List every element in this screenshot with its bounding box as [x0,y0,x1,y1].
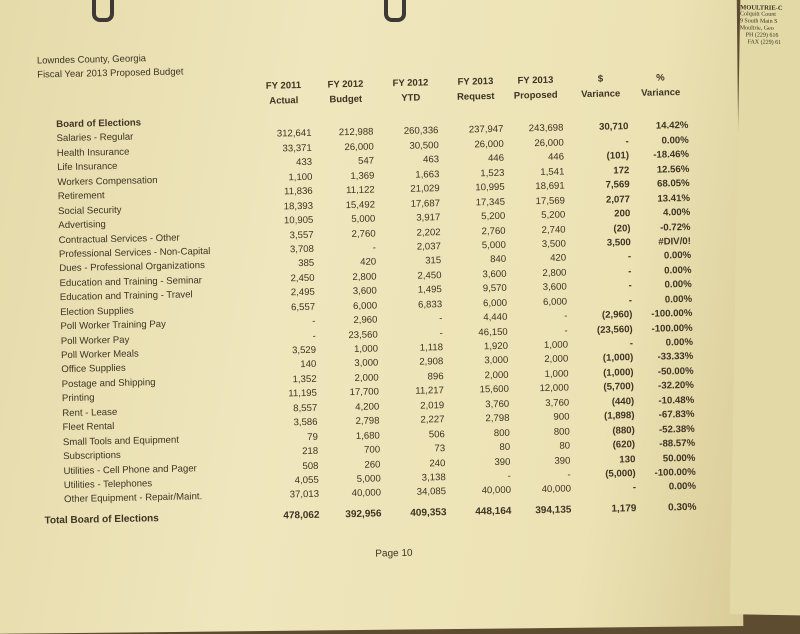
cell-value: 3,586 [293,416,318,429]
total-value: 448,164 [475,505,512,518]
cell-value: 3,760 [545,397,570,409]
cell-value: 420 [360,256,377,269]
column-header-line2: Request [456,90,495,103]
cell-value: -0.72% [660,221,691,234]
cell-value: -50.00% [657,365,694,378]
cell-value: 1,118 [419,342,444,354]
row-label: Subscriptions [63,449,121,463]
cell-value: (101) [606,150,630,162]
row-label: Life Insurance [57,161,118,174]
column-header-line1: FY 2013 [457,75,494,88]
cell-value: 2,960 [353,314,378,327]
cell-value: 2,798 [355,415,380,428]
cell-value: 547 [357,155,375,168]
cell-value: 446 [547,151,565,164]
cell-value: 2,495 [290,287,315,299]
row-label: Contractual Services - Other [58,232,180,246]
cell-value: 10,995 [475,181,505,194]
cell-value: 1,495 [417,284,442,296]
cell-value: 3,708 [289,243,315,256]
column-header-line1: FY 2011 [265,80,302,92]
cell-value: 2,450 [417,269,442,282]
cell-value: (880) [612,424,635,437]
total-value: 392,956 [345,508,382,521]
column-header-line2: Actual [269,95,299,107]
cell-value: - [628,265,632,278]
cell-value: -18.46% [653,149,690,161]
cell-value: - [564,310,568,322]
cell-value: - [628,280,632,292]
cell-value: 446 [487,153,505,165]
cell-value: 17,687 [410,197,441,210]
cell-value: 0.00% [664,279,692,291]
cell-value: 315 [425,255,442,267]
row-label: Professional Services - Non-Capital [58,245,211,261]
cell-value: 6,557 [291,301,316,313]
total-value: 1,179 [611,503,637,515]
cell-value: -10.48% [658,394,695,407]
row-label: Advertising [58,219,106,232]
column-header-line1: $ [597,73,604,85]
cell-value: 0.00% [663,250,692,262]
row-label: Poll Worker Training Pay [60,319,166,333]
cell-value: - [372,242,377,254]
cell-value: -100.00% [654,466,696,479]
column-header-line1: FY 2012 [392,77,429,90]
cell-value: 11,122 [345,184,375,197]
cell-value: 3,600 [482,268,507,281]
cell-value: -100.00% [651,308,693,320]
cell-value: 2,760 [351,227,376,240]
cell-value: 3,138 [421,472,446,484]
cell-value: 260,336 [403,125,439,138]
cell-value: 13.41% [657,192,691,205]
cell-value: 800 [553,426,570,438]
cell-value: 390 [494,456,511,468]
cell-value: (1,898) [603,410,635,422]
cell-value: 237,947 [468,124,504,136]
total-value: 478,062 [283,509,320,522]
cell-value: - [627,251,632,263]
cell-value: 23,560 [348,329,378,341]
row-label: Election Supplies [60,305,134,318]
cell-value: 0.00% [661,134,689,147]
row-label: Fleet Rental [62,421,115,434]
cell-value: 3,000 [484,355,509,367]
row-label: Health Insurance [56,146,130,160]
cell-value: 12,000 [539,382,570,395]
cell-value: 3,500 [606,237,631,249]
cell-value: 3,500 [541,238,566,250]
cell-value: 0.00% [664,293,693,306]
adjacent-line: PH (229) 616 [745,32,779,39]
cell-value: 30,710 [598,121,629,134]
cell-value: (620) [612,439,636,451]
row-label: Education and Training - Travel [59,289,193,304]
cell-value: 218 [302,445,319,458]
cell-value: - [632,482,637,494]
cell-value: 34,085 [416,486,447,499]
cell-value: 200 [614,208,631,220]
cell-value: 7,569 [605,179,630,191]
cell-value: 1,541 [540,166,565,178]
column-header-line2: Budget [329,93,363,106]
row-label: Small Tools and Equipment [62,434,180,448]
cell-value: 4,440 [483,311,508,324]
cell-value: (20) [613,222,631,235]
cell-value: 6,000 [352,300,378,312]
cell-value: 18,393 [283,200,314,213]
cell-value: 30,500 [409,140,439,152]
cell-value: 26,000 [534,137,564,150]
cell-value: 80 [559,440,571,452]
cell-value: - [567,469,571,481]
cell-value: - [625,136,629,148]
total-value: 394,135 [535,504,572,517]
cell-value: (440) [611,395,635,408]
row-label: Social Security [57,204,122,217]
cell-value: 2,000 [484,369,509,382]
cell-value: 3,000 [354,357,379,370]
cell-value: 46,150 [478,326,508,338]
row-label: Other Equipment - Repair/Maint. [63,491,203,506]
row-label: Poll Worker Meals [60,348,139,362]
cell-value: 80 [499,441,511,454]
cell-value: 6,833 [417,298,443,311]
cell-value: 130 [619,453,636,465]
cell-value: 463 [422,154,440,166]
column-header [248,78,319,109]
cell-value: 212,988 [338,126,374,139]
cell-value: 1,523 [480,167,505,180]
cell-value: 1,920 [483,340,509,353]
adjacent-line: 9 South Main S [739,18,778,25]
cell-value: 5,200 [541,209,566,222]
cell-value: - [628,294,633,306]
cell-value: 1,000 [544,368,569,380]
total-label: Total Board of Elections [44,513,159,527]
adjacent-line: Moultrie, Geo [739,25,774,32]
cell-value: 3,557 [289,229,314,241]
row-label: Office Supplies [61,363,126,376]
total-value: 409,353 [410,507,447,519]
cell-value: 433 [295,157,313,169]
cell-value: 4,055 [294,474,319,487]
cell-value: 420 [550,252,567,265]
total-value: 0.30% [667,501,697,514]
cell-value: 2,908 [419,356,444,369]
cell-value: 1,352 [292,373,317,386]
cell-value: -52.38% [658,423,695,436]
cell-value: 1,680 [355,430,380,442]
adjacent-line: MOULTRIE-C [740,4,783,12]
cell-value: #DIV/0! [658,235,691,248]
cell-value: 1,100 [288,171,313,184]
cell-value: 385 [298,258,315,270]
column-header [375,75,446,106]
cell-value: 26,000 [344,141,374,154]
cell-value: - [629,338,634,350]
cell-value: 2,019 [420,399,445,412]
cell-value: 2,450 [290,272,315,285]
row-label: Rent - Lease [62,406,118,419]
cell-value: 21,029 [410,183,440,195]
cell-value: (1,000) [602,352,634,365]
cell-value: - [564,325,568,337]
cell-value: 2,202 [416,226,441,239]
cell-value: - [312,330,316,342]
cell-value: 79 [307,431,318,443]
cell-value: 68.05% [656,178,690,190]
cell-value: 33,371 [282,142,312,155]
cell-value: 2,077 [605,193,631,206]
row-label: Utilities - Cell Phone and Pager [63,462,197,477]
row-label: Printing [61,392,95,405]
cell-value: 5,200 [481,210,506,223]
cell-value: 17,700 [349,386,380,399]
column-header-line1: % [656,72,665,84]
adjacent-line: FAX (229) 61 [747,39,782,46]
cell-value: 6,000 [542,296,568,308]
cell-value: 2,000 [544,353,569,366]
column-header-line1: FY 2012 [327,78,364,91]
column-header-line2: Variance [641,87,681,99]
cell-value: 243,698 [528,122,564,135]
cell-value: 896 [427,370,444,383]
cell-value: 2,740 [541,224,566,236]
cell-value: 2,800 [542,267,567,279]
row-label: Salaries - Regular [56,131,134,145]
cell-value: 50.00% [662,452,696,465]
cell-value: 3,917 [416,212,441,224]
row-label: Postage and Shipping [61,377,156,390]
cell-value: 800 [493,427,510,439]
cell-value: 11,217 [415,385,445,398]
cell-value: 8,557 [293,402,318,415]
row-label: Retirement [57,190,105,203]
cell-value: 508 [302,460,319,472]
cell-value: 3,600 [542,281,567,294]
cell-value: 40,000 [541,483,572,496]
column-header [625,70,696,101]
cell-value: 312,641 [276,128,312,140]
cell-value: 15,600 [479,384,510,396]
cell-value: 14.42% [655,120,689,133]
cell-value: 0.00% [664,264,692,277]
column-header [310,76,381,107]
column-header [500,72,571,103]
row-label: Dues - Professional Organizations [59,260,205,275]
cell-value: (2,960) [601,309,633,321]
cell-value: 2,227 [420,414,445,426]
cell-value: 240 [429,457,446,469]
cell-value: 18,691 [535,180,565,193]
county-title: Lowndes County, Georgia [36,53,147,67]
cell-value: 3,600 [352,285,377,298]
cell-value: 140 [300,359,317,371]
cell-value: - [312,315,316,327]
cell-value: 40,000 [351,487,382,500]
budget-title: Fiscal Year 2013 Proposed Budget [37,66,184,81]
cell-value: 900 [553,411,570,423]
cell-value: 172 [613,164,630,177]
cell-value: -88.57% [659,437,696,450]
cell-value: 40,000 [481,485,512,497]
row-label: Poll Worker Pay [60,334,130,347]
cell-value: 2,000 [354,372,379,384]
column-header-line1: FY 2013 [517,74,554,87]
cell-value: 260 [364,458,381,471]
cell-value: 37,013 [289,489,320,501]
cell-value: - [439,327,443,339]
cell-value: 2,800 [352,271,377,283]
cell-value: -67.83% [658,409,695,421]
cell-value: 2,760 [481,225,506,237]
cell-value: 1,663 [415,168,440,181]
cell-value: (1,000) [603,367,634,379]
cell-value: - [507,470,511,482]
cell-value: 0.00% [665,336,694,349]
cell-value: -100.00% [651,322,693,335]
cell-value: 3,760 [485,398,510,410]
budget-table [0,104,800,510]
cell-value: 1,000 [353,343,379,355]
cell-value: 3,529 [291,344,317,357]
cell-value: 2,037 [416,241,442,253]
cell-value: 4.00% [662,206,691,219]
cell-value: 73 [434,443,446,455]
row-label: Utilities - Telephones [63,478,153,492]
cell-value: (5,700) [603,381,634,394]
cell-value: 0.00% [668,481,697,493]
cell-value: 5,000 [351,213,376,226]
cell-value: 26,000 [474,138,504,151]
column-header-line2: Proposed [513,89,558,102]
cell-value: 10,905 [283,214,314,227]
cell-value: - [439,313,443,325]
column-header-line2: YTD [401,92,421,104]
cell-value: 4,200 [355,401,380,413]
cell-value: -33.33% [657,351,694,364]
cell-value: 6,000 [482,297,508,309]
cell-value: 15,492 [345,199,376,211]
cell-value: 506 [428,428,445,441]
cell-value: 5,000 [356,473,381,485]
row-label: Education and Training - Seminar [59,274,203,289]
cell-value: 9,570 [482,283,507,295]
column-header-line2: Variance [581,88,621,101]
cell-value: 11,195 [288,388,318,400]
cell-value: 17,569 [535,195,566,207]
cell-value: (23,560) [596,323,633,336]
row-label: Workers Compensation [57,174,158,188]
cell-value: (5,000) [605,468,636,480]
cell-value: 17,345 [475,196,506,209]
cell-value: 700 [364,444,381,456]
cell-value: 12.56% [656,163,690,176]
cell-value: 390 [554,454,571,467]
cell-value: 1,369 [350,170,375,182]
cell-value: 1,000 [543,339,569,351]
cell-value: 5,000 [481,239,506,252]
adjacent-line: Colquitt Count [740,11,776,18]
cell-value: 840 [490,254,507,266]
page-number: Page 10 [375,547,413,560]
section-heading: Board of Elections [56,117,142,131]
cell-value: 2,798 [485,412,510,425]
cell-value: 11,836 [283,185,313,198]
cell-value: -32.20% [658,380,694,392]
